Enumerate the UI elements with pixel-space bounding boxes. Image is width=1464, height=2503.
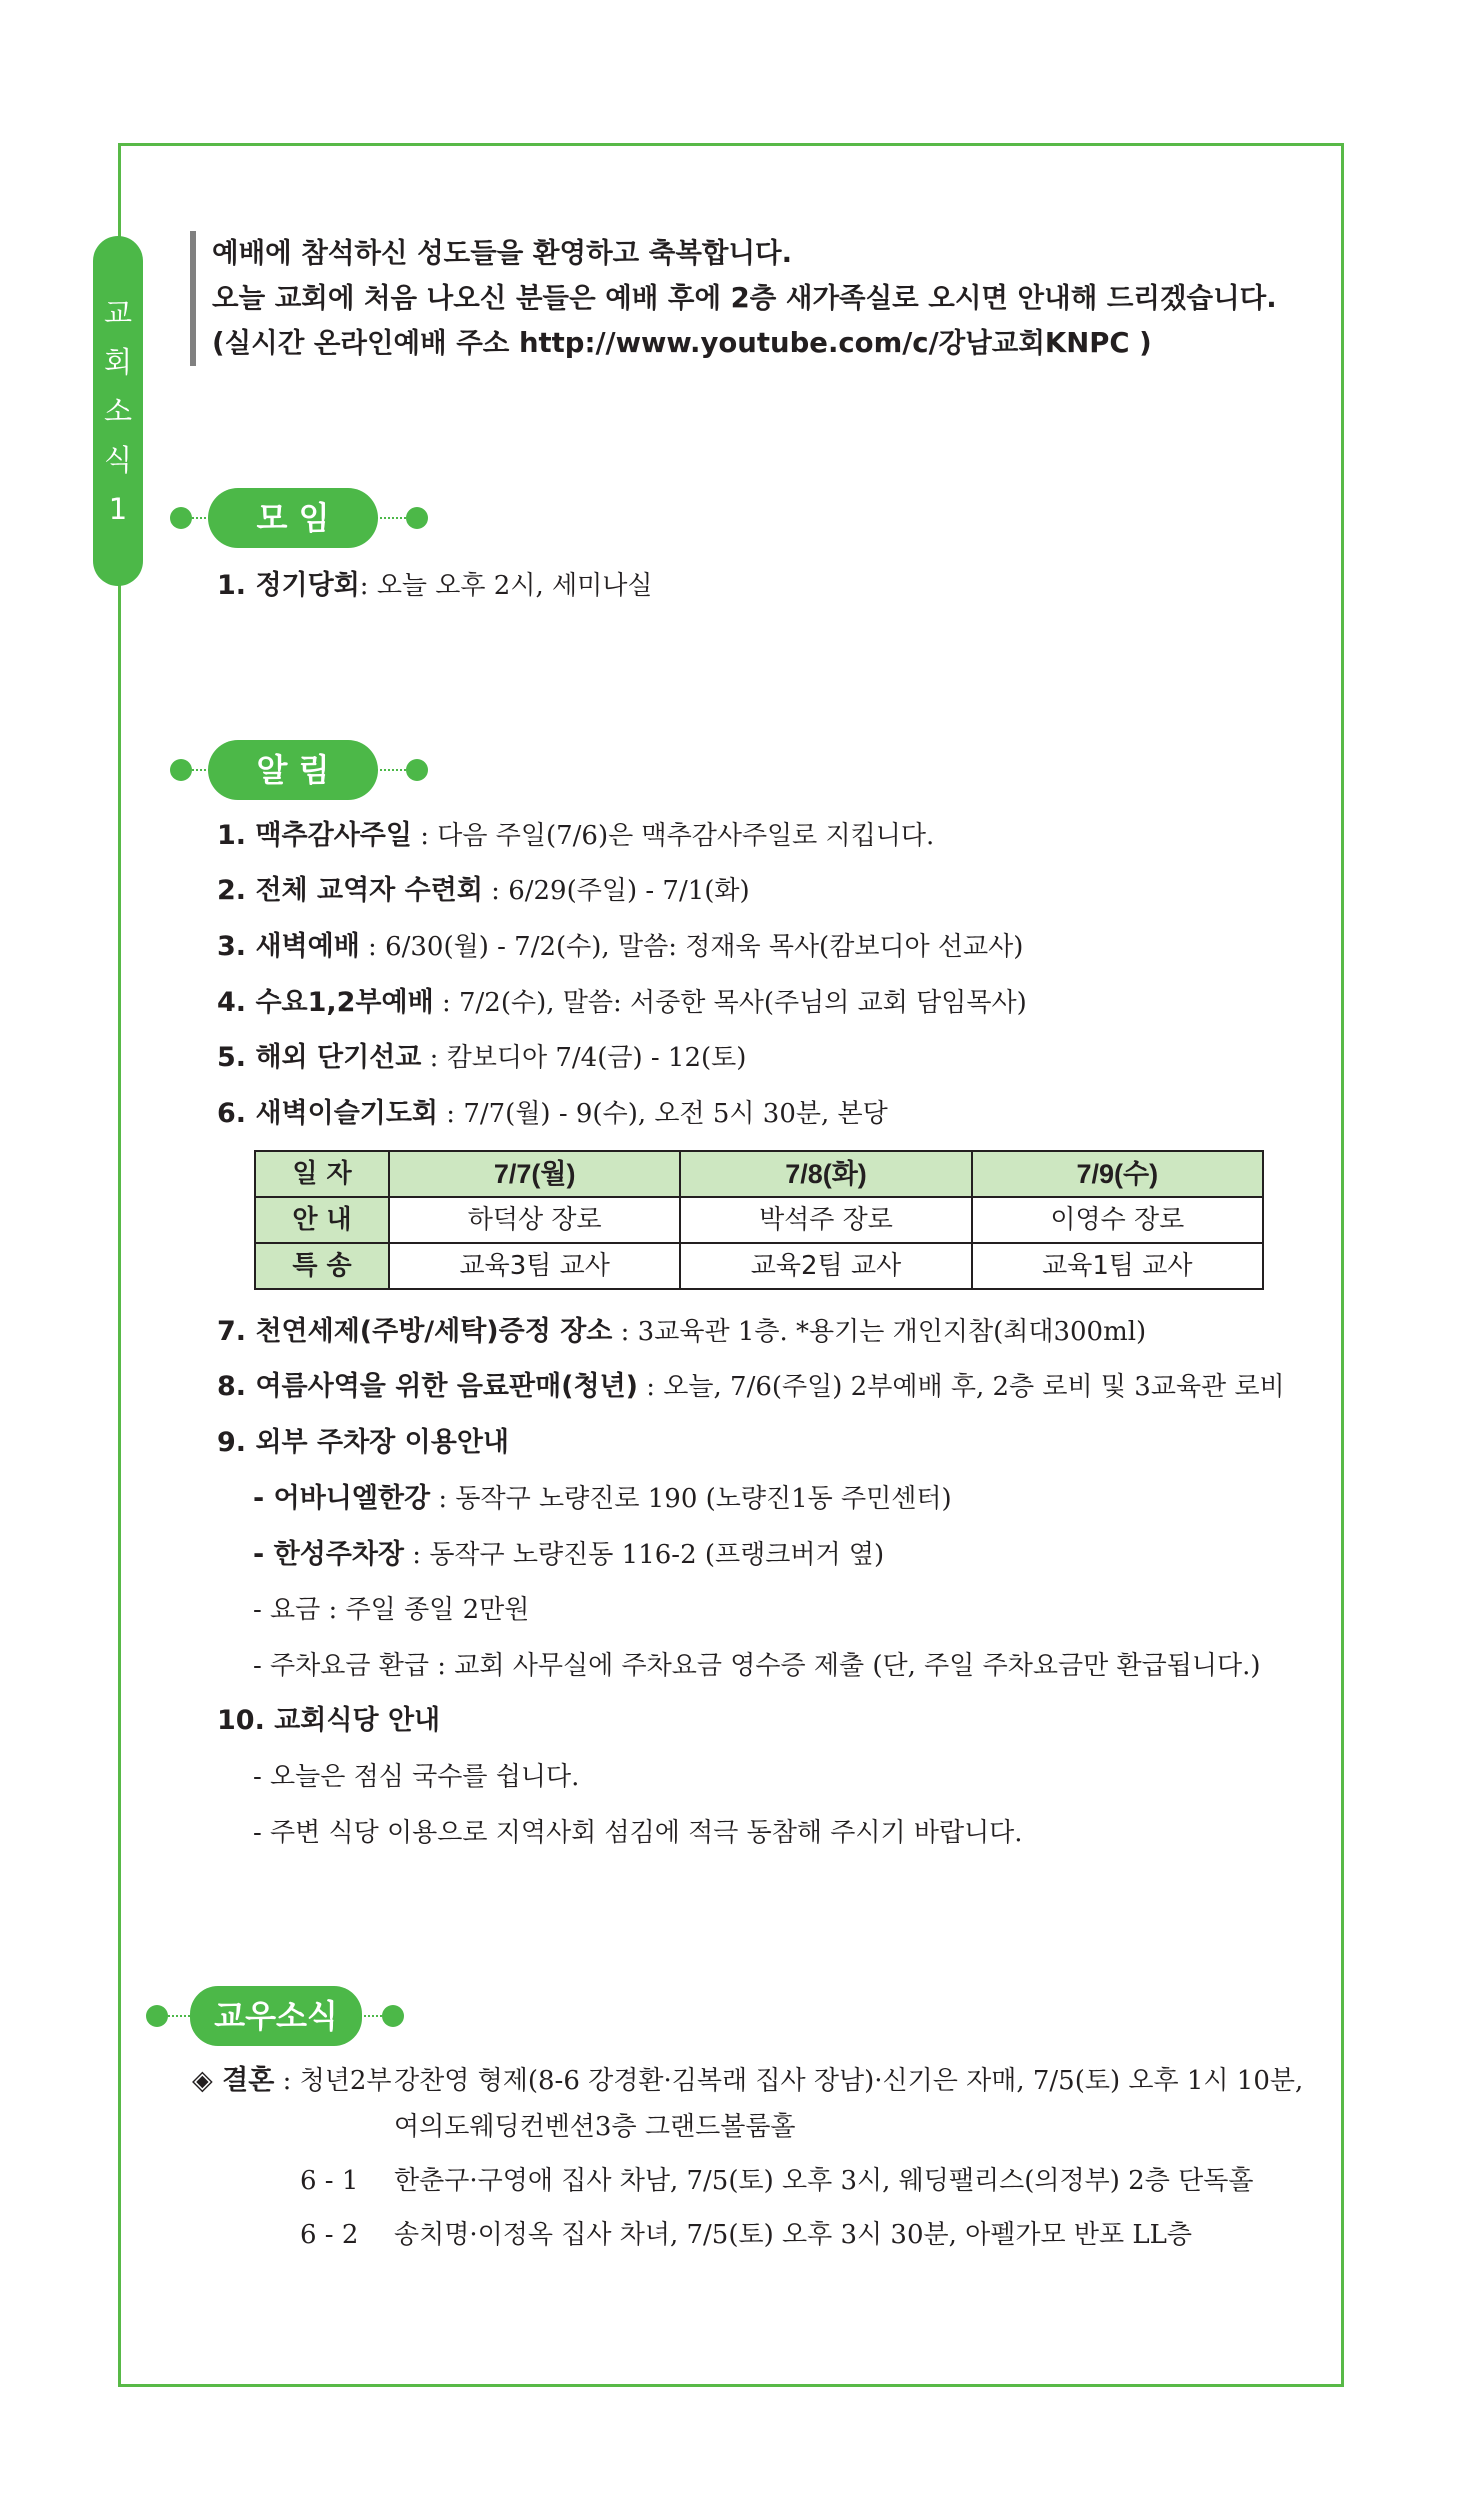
cafeteria-item: - 오늘은 점심 국수를 쉽니다. xyxy=(253,1762,580,1792)
news-item xyxy=(192,2063,392,2099)
table-header-cell: 안 내 xyxy=(255,1197,389,1243)
news-text: 여의도웨딩컨벤션3층 그랜드볼룸홀 xyxy=(394,2112,796,2142)
side-tab-char: 교 xyxy=(103,295,132,330)
table-cell: 박석주 장로 xyxy=(680,1197,971,1243)
table-date-cell: 7/9(수) xyxy=(972,1151,1263,1197)
header-dot-icon xyxy=(170,507,192,529)
notice-item: 6. 새벽이슬기도회 : 7/7(월) - 9(수), 오전 5시 30분, 본당 xyxy=(217,1098,888,1129)
members-section-header xyxy=(146,1986,406,2046)
header-dot-icon xyxy=(170,759,192,781)
news-category: ◈ 결혼 xyxy=(192,2065,275,2096)
item-label: 1. 정기당회 xyxy=(217,570,360,601)
notice-section-header xyxy=(170,740,430,800)
meeting-section-header xyxy=(170,488,430,548)
parking-item: - 한성주차장 : 동작구 노량진동 116-2 (프랭크버거 옆) xyxy=(253,1539,885,1570)
news-group: 6 - 2 xyxy=(300,2220,359,2250)
parking-item: - 주차요금 환급 : 교회 사무실에 주차요금 영수증 제출 (단, 주일 주차요금만 환급됩니다.) xyxy=(253,1651,1261,1681)
table-cell: 교육2팀 교사 xyxy=(680,1243,971,1289)
meeting-item: 1. 정기당회: 오늘 오후 2시, 세미나실 xyxy=(217,570,653,601)
side-tab-char: 회 xyxy=(103,344,132,379)
table-cell: 하덕상 장로 xyxy=(389,1197,680,1243)
welcome-message xyxy=(190,231,1342,366)
cafeteria-item: - 주변 식당 이용으로 지역사회 섬김에 적극 동참해 주시기 바랍니다. xyxy=(253,1818,1023,1848)
table-date-cell: 7/7(월) xyxy=(389,1151,680,1197)
notice-item: 2. 전체 교역자 수련회 : 6/29(주일) - 7/1(화) xyxy=(217,875,750,906)
news-text: 송치명·이정옥 집사 차녀, 7/5(토) 오후 3시 30분, 아펠가모 반포 LL층 xyxy=(394,2220,1193,2250)
item-text: 오늘 오후 2시, 세미나실 xyxy=(376,571,653,601)
header-dot-icon xyxy=(406,759,428,781)
table-date-cell: 7/8(화) xyxy=(680,1151,971,1197)
news-group: 6 - 1 xyxy=(300,2166,359,2196)
table-row xyxy=(255,1151,1263,1197)
notice-item: 3. 새벽예배 : 6/30(월) - 7/2(수), 말씀: 정재욱 목사(캄보디아 선교사) xyxy=(217,931,1024,962)
side-tab-char: 소 xyxy=(103,393,132,428)
header-dot-icon xyxy=(382,2005,404,2027)
news-text: 한춘구·구영애 집사 차남, 7/5(토) 오후 3시, 웨딩팰리스(의정부) 2층 단독홀 xyxy=(394,2166,1254,2196)
welcome-line: 오늘 교회에 처음 나오신 분들은 예배 후에 2층 새가족실로 오시면 안내해 드리겠습니다. xyxy=(212,282,1277,314)
welcome-line: (실시간 온라인예배 주소 http://www.youtube.com/c/강남교회KNPC ) xyxy=(212,327,1152,359)
prayer-schedule-table xyxy=(254,1150,1264,1290)
table-row xyxy=(255,1197,1263,1243)
notice-title: 알 림 xyxy=(208,740,378,800)
meeting-title: 모 임 xyxy=(208,488,378,548)
side-tab-char: 1 xyxy=(108,491,128,526)
welcome-line: 예배에 참석하신 성도들을 환영하고 축복합니다. xyxy=(212,237,793,269)
parking-item: - 요금 : 주일 종일 2만원 xyxy=(253,1595,530,1625)
table-cell: 이영수 장로 xyxy=(972,1197,1263,1243)
side-tab-char: 식 xyxy=(103,442,132,477)
parking-item: - 어바니엘한강 : 동작구 노량진로 190 (노량진1동 주민센터) xyxy=(253,1483,952,1514)
notice-item: 1. 맥추감사주일 : 다음 주일(7/6)은 맥추감사주일로 지킵니다. xyxy=(217,820,935,851)
table-cell: 교육3팀 교사 xyxy=(389,1243,680,1289)
news-text: 강찬영 형제(8-6 강경환·김복래 집사 장남)·신기은 자매, 7/5(토) 오후 1시 10분, xyxy=(394,2066,1304,2096)
notice-item: 4. 수요1,2부예배 : 7/2(수), 말씀: 서중한 목사(주님의 교회 담임목사) xyxy=(217,987,1027,1018)
header-dot-icon xyxy=(406,507,428,529)
table-header-cell: 일 자 xyxy=(255,1151,389,1197)
notice-item: 10. 교회식당 안내 xyxy=(217,1705,441,1736)
news-group: : 청년2부 xyxy=(274,2066,392,2096)
members-title: 교우소식 xyxy=(190,1986,362,2046)
notice-item: 8. 여름사역을 위한 음료판매(청년) : 오늘, 7/6(주일) 2부예배 후, 2층 로비 및 3교육관 로비 xyxy=(217,1371,1285,1402)
notice-item: 9. 외부 주차장 이용안내 xyxy=(217,1427,509,1458)
table-header-cell: 특 송 xyxy=(255,1243,389,1289)
section-side-tab xyxy=(93,236,143,586)
table-row xyxy=(255,1243,1263,1289)
header-dot-icon xyxy=(146,2005,168,2027)
notice-item: 5. 해외 단기선교 : 캄보디아 7/4(금) - 12(토) xyxy=(217,1042,747,1073)
notice-item: 7. 천연세제(주방/세탁)증정 장소 : 3교육관 1층. *용기는 개인지참(최대300ml) xyxy=(217,1316,1147,1347)
table-cell: 교육1팀 교사 xyxy=(972,1243,1263,1289)
